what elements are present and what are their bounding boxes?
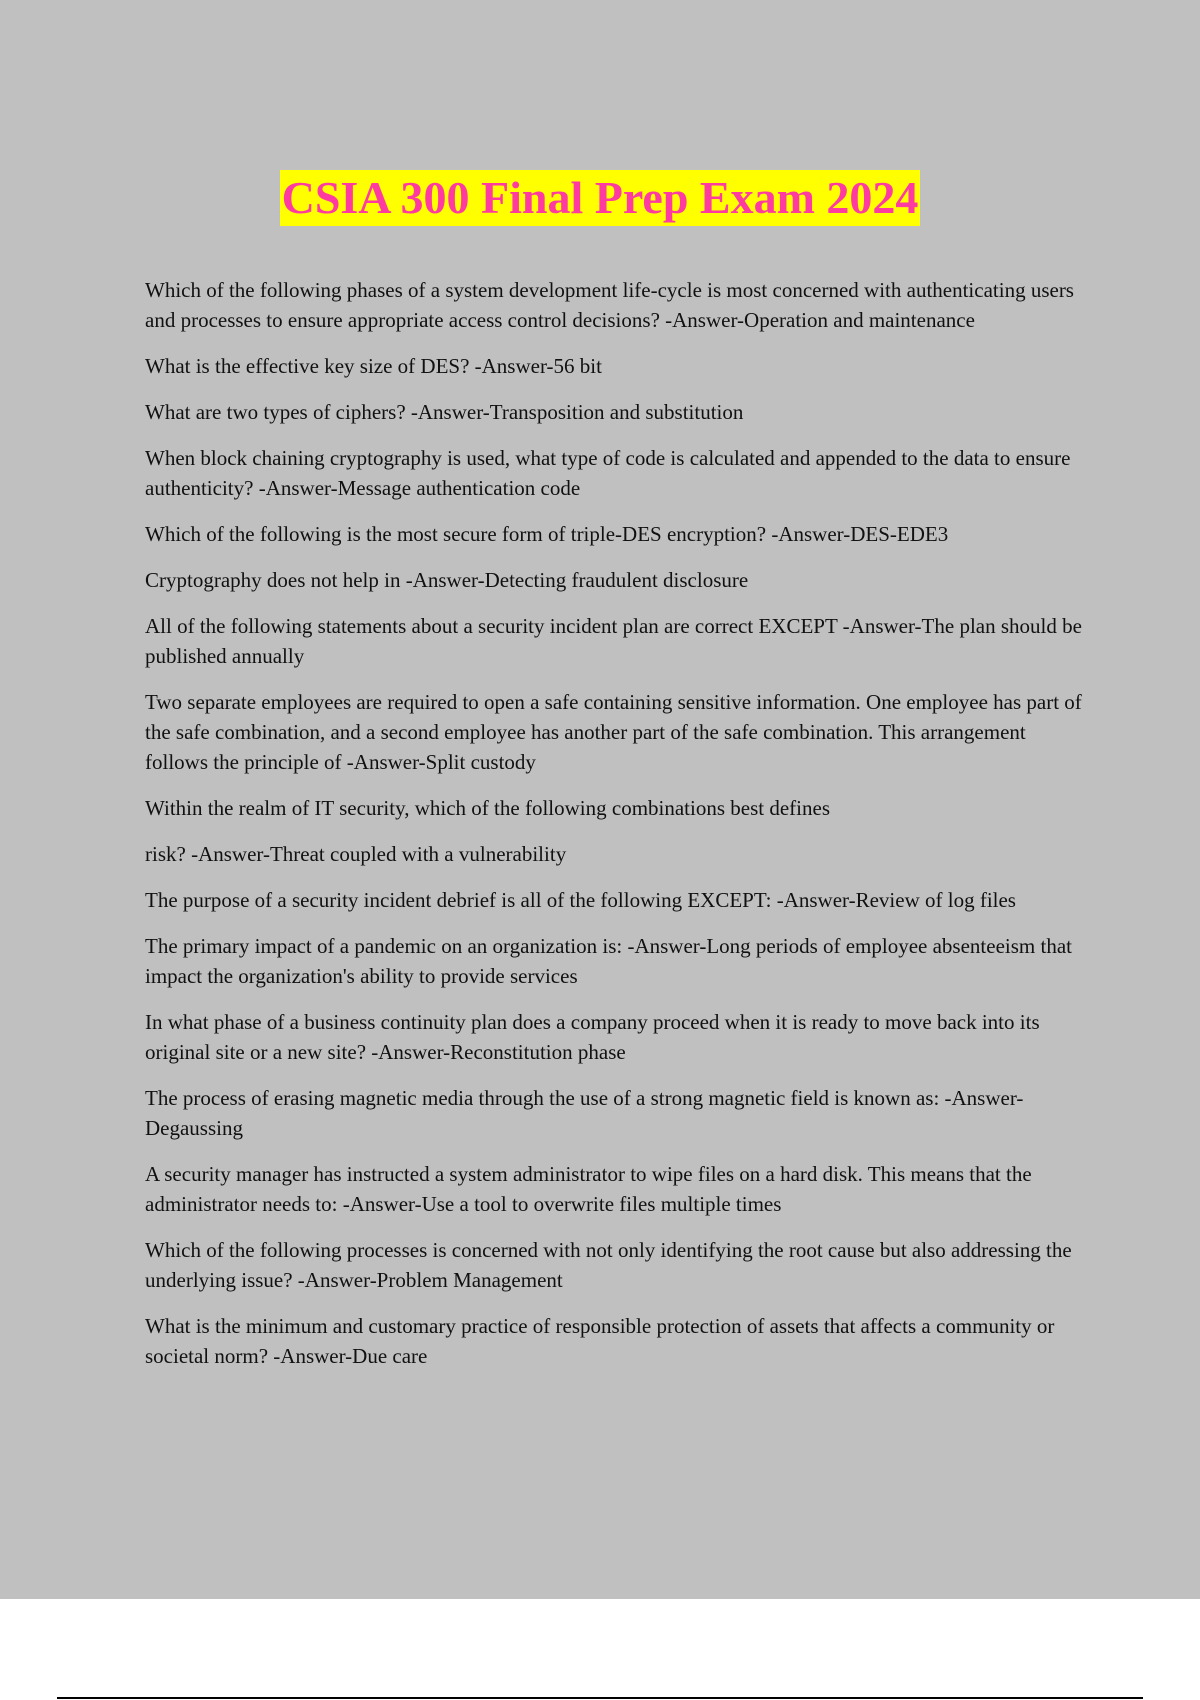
qa-item: Cryptography does not help in -Answer-Detecting fraudulent disclosure — [145, 568, 749, 592]
qa-list — [145, 275, 1085, 1387]
qa-item: A security manager has instructed a system administrator to wipe files on a hard disk. This means that the administrator needs to: -Answer-Use a tool to overwrite files multiple times — [145, 1162, 1032, 1216]
qa-item: risk? -Answer-Threat coupled with a vulnerability — [145, 842, 567, 866]
qa-item: What are two types of ciphers? -Answer-Transposition and substitution — [145, 400, 744, 424]
qa-item: Which of the following is the most secure form of triple-DES encryption? -Answer-DES-EDE3 — [145, 522, 949, 546]
footer-divider — [57, 1697, 1143, 1699]
qa-item: When block chaining cryptography is used, what type of code is calculated and appended to the data to ensure authenticity? -Answer-Message authentication code — [145, 446, 1071, 500]
qa-item: Within the realm of IT security, which of the following combinations best defines — [145, 796, 830, 820]
qa-item: The purpose of a security incident debrief is all of the following EXCEPT: -Answer-Review of log files — [145, 888, 1016, 912]
qa-item: The process of erasing magnetic media through the use of a strong magnetic field is known as: -Answer-Degaussing — [145, 1086, 1024, 1140]
qa-item: Which of the following processes is concerned with not only identifying the root cause but also addressing the underlying issue? -Answer-Problem Management — [145, 1238, 1072, 1292]
qa-item: In what phase of a business continuity plan does a company proceed when it is ready to move back into its original site or a new site? -Answer-Reconstitution phase — [145, 1010, 1040, 1064]
qa-item: Which of the following phases of a system development life-cycle is most concerned with authenticating users and processes to ensure appropriate access control decisions? -Answer-Operation and maintenance — [145, 278, 1074, 332]
qa-item: Two separate employees are required to open a safe containing sensitive information. One employee has part of the safe combination, and a second employee has another part of the safe combination. This arrangement follows the principle of -Answer-Split custody — [145, 690, 1082, 774]
qa-item: The primary impact of a pandemic on an organization is: -Answer-Long periods of employee absenteeism that impact the organization's ability to provide services — [145, 934, 1072, 988]
qa-item: All of the following statements about a security incident plan are correct EXCEPT -Answer-The plan should be published annually — [145, 614, 1082, 668]
qa-item: What is the minimum and customary practice of responsible protection of assets that affects a community or societal norm? -Answer-Due care — [145, 1314, 1055, 1368]
qa-item: What is the effective key size of DES? -Answer-56 bit — [145, 354, 602, 378]
document-title: CSIA 300 Final Prep Exam 2024 — [280, 170, 921, 226]
title-container — [0, 170, 1200, 226]
